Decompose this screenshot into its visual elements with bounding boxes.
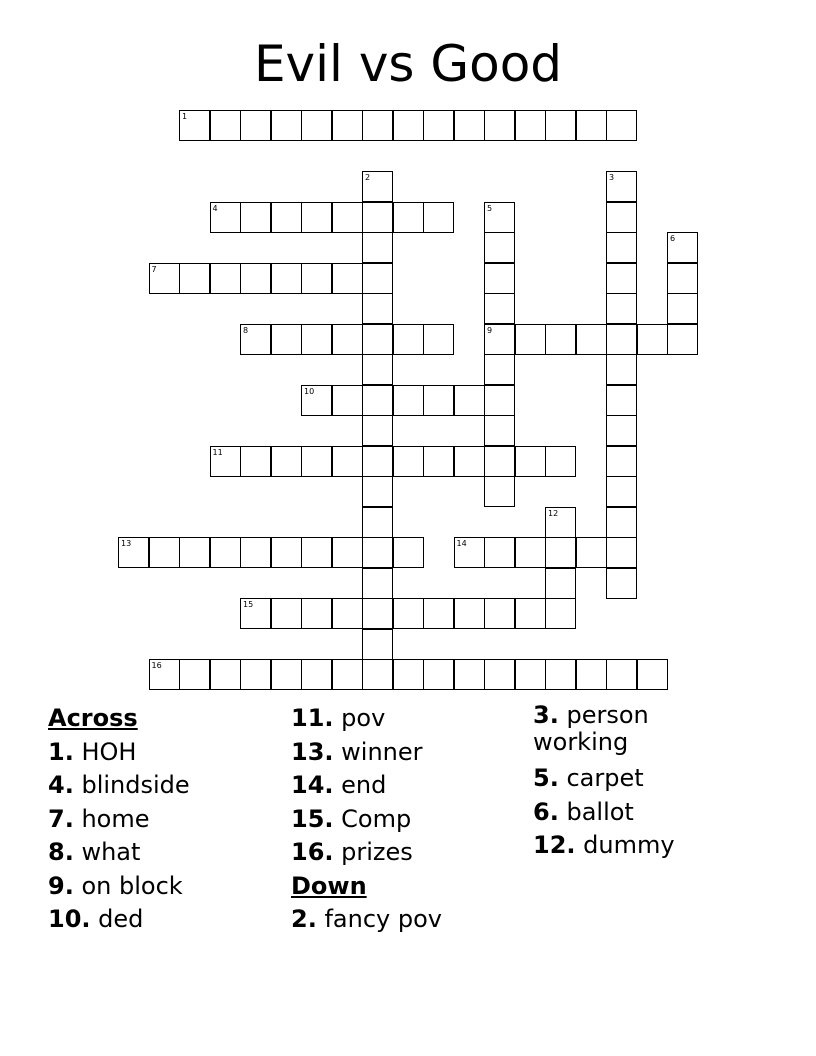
- cell-number: 5: [487, 203, 493, 213]
- puzzle-title: Evil vs Good: [253, 35, 563, 93]
- grid-cell[interactable]: [362, 415, 393, 446]
- grid-cell[interactable]: [454, 537, 485, 568]
- grid-cell[interactable]: [210, 446, 241, 477]
- clue-across-7: 7. home: [48, 804, 150, 833]
- grid-cell[interactable]: [210, 110, 241, 141]
- grid-cell[interactable]: [332, 263, 363, 294]
- grid-cell[interactable]: [210, 537, 241, 568]
- grid-cell[interactable]: [606, 415, 637, 446]
- clue-down-5: 5. carpet: [533, 764, 644, 792]
- grid-cell[interactable]: [484, 293, 515, 324]
- grid-cell[interactable]: [301, 446, 332, 477]
- cell-number: 7: [151, 264, 157, 274]
- clue-down-2: 2. fancy pov: [291, 905, 442, 933]
- grid-cell[interactable]: [484, 476, 515, 507]
- grid-cell[interactable]: [271, 446, 302, 477]
- grid-cell[interactable]: [240, 324, 271, 355]
- grid-cell[interactable]: [606, 446, 637, 477]
- clues-column-1: [48, 702, 190, 937]
- grid-cell[interactable]: [301, 110, 332, 141]
- grid-cell[interactable]: [545, 507, 576, 538]
- grid-cell[interactable]: [301, 202, 332, 233]
- grid-cell[interactable]: [484, 537, 515, 568]
- cell-number: 3: [609, 173, 615, 182]
- cell-number: 16: [151, 661, 162, 670]
- grid-cell[interactable]: [484, 415, 515, 446]
- grid-cell[interactable]: [240, 659, 271, 690]
- grid-cell[interactable]: [423, 659, 454, 690]
- cell-number: 9: [487, 325, 493, 335]
- grid-cell[interactable]: [484, 263, 515, 294]
- grid-cell[interactable]: [667, 232, 698, 263]
- grid-cell[interactable]: [515, 537, 546, 568]
- grid-cell[interactable]: [210, 263, 241, 294]
- grid-cell[interactable]: [393, 324, 424, 355]
- clue-down-12: 12. dummy: [533, 831, 675, 859]
- grid-cell[interactable]: [362, 202, 393, 233]
- grid-cell[interactable]: [393, 598, 424, 629]
- grid-cell[interactable]: [393, 202, 424, 233]
- grid-cell[interactable]: [271, 659, 302, 690]
- grid-cell[interactable]: [637, 659, 668, 690]
- grid-cell[interactable]: [362, 293, 393, 324]
- grid-cell[interactable]: [179, 659, 210, 690]
- grid-cell[interactable]: [667, 293, 698, 324]
- grid-cell[interactable]: [454, 446, 485, 477]
- grid-cell[interactable]: [362, 354, 393, 385]
- grid-cell[interactable]: [149, 659, 180, 690]
- grid-cell[interactable]: [362, 171, 393, 202]
- clue-across-15: 15. Comp: [291, 804, 412, 833]
- grid-cell[interactable]: [484, 324, 515, 355]
- grid-cell[interactable]: [332, 385, 363, 416]
- grid-cell[interactable]: [393, 659, 424, 690]
- grid-cell[interactable]: [484, 232, 515, 263]
- grid-cell[interactable]: [301, 263, 332, 294]
- grid-cell[interactable]: [271, 324, 302, 355]
- grid-cell[interactable]: [423, 324, 454, 355]
- grid-cell[interactable]: [301, 598, 332, 629]
- grid-cell[interactable]: [179, 537, 210, 568]
- grid-cell[interactable]: [484, 659, 515, 690]
- grid-cell[interactable]: [362, 324, 393, 355]
- grid-cell[interactable]: [454, 598, 485, 629]
- grid-cell[interactable]: [576, 659, 607, 690]
- grid-cell[interactable]: [332, 659, 363, 690]
- grid-cell[interactable]: [545, 446, 576, 477]
- cell-number: 13: [121, 539, 132, 548]
- grid-cell[interactable]: [454, 659, 485, 690]
- grid-cell[interactable]: [515, 659, 546, 690]
- grid-cell[interactable]: [362, 232, 393, 263]
- grid-cell[interactable]: [240, 537, 271, 568]
- grid-cell[interactable]: [271, 537, 302, 568]
- grid-cell[interactable]: [576, 537, 607, 568]
- clue-down-3: 3. person working: [533, 701, 649, 756]
- clue-across-4: 4. blindside: [48, 771, 190, 799]
- grid-cell[interactable]: [271, 202, 302, 233]
- grid-cell[interactable]: [393, 446, 424, 477]
- grid-cell[interactable]: [332, 446, 363, 477]
- grid-cell[interactable]: [362, 263, 393, 294]
- grid-cell[interactable]: [362, 537, 393, 568]
- grid-cell[interactable]: [515, 446, 546, 477]
- clue-across-1: 1. HOH: [48, 737, 137, 766]
- grid-cell[interactable]: [606, 232, 637, 263]
- grid-cell[interactable]: [484, 598, 515, 629]
- grid-cell[interactable]: [301, 659, 332, 690]
- grid-cell[interactable]: [545, 537, 576, 568]
- grid-cell[interactable]: [362, 659, 393, 690]
- cell-number: 10: [304, 386, 315, 396]
- clue-down-6: 6. ballot: [533, 797, 634, 826]
- grid-cell[interactable]: [606, 263, 637, 294]
- grid-cell[interactable]: [484, 110, 515, 141]
- grid-cell[interactable]: [484, 202, 515, 233]
- grid-cell[interactable]: [606, 171, 637, 202]
- grid-cell[interactable]: [362, 476, 393, 507]
- grid-cell[interactable]: [393, 385, 424, 416]
- grid-cell[interactable]: [149, 537, 180, 568]
- grid-cell[interactable]: [545, 598, 576, 629]
- grid-cell[interactable]: [179, 110, 210, 141]
- grid-cell[interactable]: [240, 202, 271, 233]
- grid-cell[interactable]: [637, 324, 668, 355]
- grid-cell[interactable]: [606, 324, 637, 355]
- grid-cell[interactable]: [515, 598, 546, 629]
- grid-cell[interactable]: [393, 110, 424, 141]
- grid-cell[interactable]: [362, 629, 393, 660]
- grid-cell[interactable]: [423, 110, 454, 141]
- clues-column-3: [533, 702, 683, 863]
- grid-cell[interactable]: [515, 324, 546, 355]
- grid-cell[interactable]: [393, 537, 424, 568]
- grid-cell[interactable]: [606, 202, 637, 233]
- grid-cell[interactable]: [362, 568, 393, 599]
- grid-cell[interactable]: [301, 385, 332, 416]
- cell-number: 2: [365, 173, 371, 182]
- clue-across-14: 14. end: [291, 771, 387, 799]
- grid-cell[interactable]: [332, 324, 363, 355]
- grid-cell[interactable]: [332, 598, 363, 629]
- cell-number: 12: [548, 508, 559, 518]
- clue-across-11: 11. pov: [291, 704, 386, 732]
- grid-cell[interactable]: [606, 537, 637, 568]
- grid-cell[interactable]: [149, 263, 180, 294]
- grid-cell[interactable]: [667, 324, 698, 355]
- grid-cell[interactable]: [545, 659, 576, 690]
- grid-cell[interactable]: [210, 202, 241, 233]
- grid-cell[interactable]: [240, 110, 271, 141]
- grid-cell[interactable]: [271, 110, 302, 141]
- grid-cell[interactable]: [515, 110, 546, 141]
- grid-cell[interactable]: [423, 446, 454, 477]
- grid-cell[interactable]: [484, 446, 515, 477]
- cell-number: 11: [212, 447, 223, 457]
- grid-cell[interactable]: [301, 537, 332, 568]
- grid-cell[interactable]: [606, 385, 637, 416]
- grid-cell[interactable]: [576, 110, 607, 141]
- grid-cell[interactable]: [240, 598, 271, 629]
- clue-across-8: 8. what: [48, 838, 141, 866]
- grid-cell[interactable]: [362, 110, 393, 141]
- grid-cell[interactable]: [332, 110, 363, 141]
- grid-cell[interactable]: [545, 568, 576, 599]
- grid-cell[interactable]: [240, 446, 271, 477]
- grid-cell[interactable]: [606, 507, 637, 538]
- grid-cell[interactable]: [606, 293, 637, 324]
- grid-cell[interactable]: [332, 202, 363, 233]
- grid-cell[interactable]: [606, 476, 637, 507]
- down-heading: Down: [291, 871, 367, 900]
- grid-cell[interactable]: [606, 659, 637, 690]
- grid-cell[interactable]: [545, 324, 576, 355]
- grid-cell[interactable]: [118, 537, 149, 568]
- grid-cell[interactable]: [362, 446, 393, 477]
- clue-across-13: 13. winner: [291, 737, 423, 766]
- grid-cell[interactable]: [454, 110, 485, 141]
- grid-cell[interactable]: [179, 263, 210, 294]
- grid-cell[interactable]: [240, 263, 271, 294]
- grid-cell[interactable]: [271, 263, 302, 294]
- grid-cell[interactable]: [484, 385, 515, 416]
- clue-across-10: 10. ded: [48, 905, 144, 933]
- cell-number: 1: [182, 112, 188, 121]
- across-heading: Across: [48, 704, 138, 732]
- cell-number: 14: [456, 539, 467, 548]
- grid-cell[interactable]: [332, 537, 363, 568]
- grid-cell[interactable]: [454, 385, 485, 416]
- cell-number: 6: [670, 234, 676, 243]
- grid-cell[interactable]: [362, 598, 393, 629]
- grid-cell[interactable]: [667, 263, 698, 294]
- grid-cell[interactable]: [606, 568, 637, 599]
- clues-column-2: [291, 702, 442, 937]
- grid-cell[interactable]: [423, 202, 454, 233]
- grid-cell[interactable]: [271, 598, 302, 629]
- grid-cell[interactable]: [362, 385, 393, 416]
- cell-number: 4: [212, 203, 218, 213]
- cell-number: 15: [243, 600, 254, 609]
- grid-cell[interactable]: [484, 354, 515, 385]
- grid-cell[interactable]: [423, 598, 454, 629]
- grid-cell[interactable]: [545, 110, 576, 141]
- clue-across-16: 16. prizes: [291, 838, 413, 866]
- cell-number: 8: [243, 325, 249, 335]
- grid-cell[interactable]: [301, 324, 332, 355]
- grid-cell[interactable]: [362, 507, 393, 538]
- grid-cell[interactable]: [210, 659, 241, 690]
- grid-cell[interactable]: [606, 354, 637, 385]
- grid-cell[interactable]: [423, 385, 454, 416]
- grid-cell[interactable]: [606, 110, 637, 141]
- grid-cell[interactable]: [576, 324, 607, 355]
- clue-across-9: 9. on block: [48, 871, 183, 900]
